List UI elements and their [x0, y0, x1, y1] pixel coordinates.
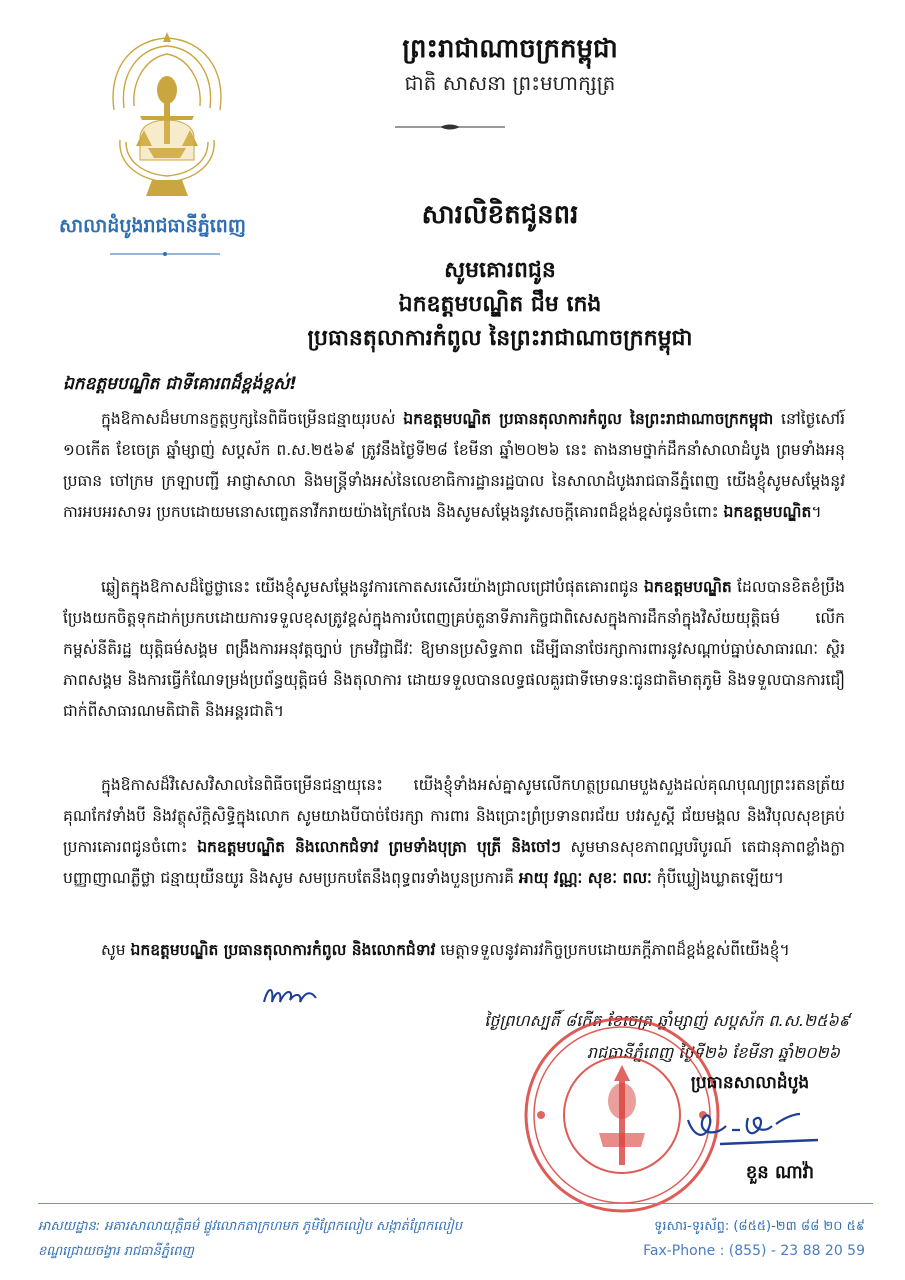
paragraph-text: ឆ្លៀតក្នុងឱកាសដ៏ថ្លៃថ្លានេះ យើងខ្ញុំសូមសម្តែងនូវការកោតសរសើរយ៉ាងជ្រាលជ្រៅបំផុតគោរពជូន [101, 578, 644, 596]
body-paragraph-4 [63, 935, 845, 966]
body-paragraph-2 [63, 572, 845, 727]
footer-divider [38, 1203, 873, 1204]
royal-emblem-icon [100, 30, 235, 205]
signature-icon [680, 1100, 820, 1155]
date-solar: រាជធានីភ្នំពេញ ថ្ងៃទី២៦ ខែមីនា ឆ្នាំ២០២៦ [586, 1043, 840, 1062]
paragraph-bold: ឯកឧត្តមបណ្ឌិត ប្រធានតុលាការកំពូល នៃព្រះរាជាណាចក្រកម្ពុជា [403, 410, 774, 428]
body-paragraph-1 [63, 404, 845, 528]
paragraph-text: សូម [101, 941, 131, 959]
fax-phone: Fax-Phone : (855) - 23 88 20 59 [643, 1243, 865, 1259]
paragraph-bold: អាយុ វណ្ណៈ សុខៈ ពលៈ [518, 869, 652, 887]
court-divider-icon [110, 250, 220, 258]
signer-name: ខួន ណាវ៉ា [745, 1162, 815, 1183]
footer-address [38, 1214, 558, 1264]
paragraph-text: ។ [811, 503, 822, 521]
address-line-1: អាសយដ្ឋាន: អគារសាលាយុត្តិធម៌ ផ្លូវលោកតាក្រហមក ភូមិព្រែកលៀប សង្កាត់ព្រែកលៀប [38, 1219, 462, 1234]
initials-icon [260, 980, 320, 1010]
signer-position: ប្រធានសាលាដំបូង [690, 1073, 810, 1093]
letter-title: សារលិខិតជូនពរ [421, 200, 579, 230]
footer-contact [610, 1214, 865, 1264]
paragraph-bold: ឯកឧត្តមបណ្ឌិត [643, 578, 732, 596]
address-line-2: ខណ្ឌជ្រោយចង្វារ រាជធានីភ្នំពេញ [38, 1244, 194, 1259]
paragraph-text: ក្នុងឱកាសដ៏វិសេសវិសាលនៃពិធីចម្រើនជន្មាយុនេះ យើងខ្ញុំទាំងអស់គ្នាសូមលើកហត្ថប្រណមបួងសួងដល់គុណបុណ្យព្រះរតនត្រ័យ គុណកែវទាំងបី និងវត្ថុស័ក្តិសិទ្ធិក្នុងលោក សូមយាងបីបាច់ថែរក្សា ការពារ និងប្រោះព្រំប្រទានពរជ័យ បវរសួស្តី ជ័យមង្គល និងវិបុលសុខគ្រប់ប្រការគោរពជូនចំពោះ [63, 776, 845, 856]
national-motto: ជាតិ សាសនា ព្រះមហាក្សត្រ [404, 71, 616, 95]
recipient-title: ប្រធានតុលាការកំពូល នៃព្រះរាជាណាចក្រកម្ពុជា [307, 326, 693, 351]
court-name: សាលាដំបូងរាជធានីភ្នំពេញ [59, 215, 246, 237]
recipient-name: ឯកឧត្តមបណ្ឌិត ជឹម កេង [398, 292, 602, 317]
paragraph-text: នៅថ្ងៃសៅរ៍ ១០កើត ខែចេត្រ ឆ្នាំម្សាញ់ សប្តស័ក ព.ស.២៥៦៩ ត្រូវនឹងថ្ងៃទី២៨ ខែមីនា ឆ្នាំ២០២៦ នេះ តាងនាមថ្នាក់ដឹកនាំសាលាដំបូង ព្រមទាំងអនុប្រធាន ចៅក្រម ក្រឡាបញ្ជី អាជ្ញាសាលា និងមន្ត្រីទាំងអស់នៃលេខាធិការដ្ឋានរដ្ឋបាល នៃសាលាដំបូងរាជធានីភ្នំពេញ យើងខ្ញុំសូមសម្តែងនូវការអបអរសាទរ ប្រកបដោយមនោសញ្ចេតនាវីករាយយ៉ាងក្រៃលែង និងសូមសម្តែងនូវសេចក្តីគោរពដ៏ខ្ពង់ខ្ពស់ជូនចំពោះ [63, 410, 845, 521]
paragraph-bold: ឯកឧត្តមបណ្ឌិត និងលោកជំទាវ ព្រមទាំងបុត្រា បុត្រី និងចៅៗ [197, 838, 561, 856]
date-lunar: ថ្ងៃព្រហស្បតិ៍ ៨កើត ខែចេត្រ ឆ្នាំម្សាញ់ សប្តស័ក ព.ស.២៥៦៩ [484, 1011, 850, 1030]
paragraph-text: កុំបីឃ្លៀងឃ្លាតឡើយ។ [651, 869, 784, 887]
paragraph-text: សូមមានសុខភាពល្អបរិបូរណ៍ តេជានុភាពខ្លាំងក្លា បញ្ញាញាណភ្លឺថ្លា ជន្មាយុយឺនយូរ និងសូម សមប្រកបតែនឹងពុទ្ធពរទាំងបួនប្រការគឺ [63, 838, 845, 887]
paragraph-bold: ឯកឧត្តមបណ្ឌិត ប្រធានតុលាការកំពូល និងលោកជំទាវ [130, 941, 436, 959]
salutation: ឯកឧត្តមបណ្ឌិត ជាទីគោរពដ៏ខ្ពង់ខ្ពស់! [63, 374, 298, 394]
paragraph-text: ដែលបានខិតខំប្រឹងប្រែងយកចិត្តទុកដាក់ប្រកបដោយការទទួលខុសត្រូវខ្ពស់ក្នុងការបំពេញគ្រប់តួនាទីភារកិច្ចជាពិសេសក្នុងការដឹកនាំក្នុងវិស័យយុត្តិធម៌ លើកកម្ពស់នីតិរដ្ឋ យុត្តិធម៌សង្គម ពង្រឹងការអនុវត្តច្បាប់ ក្រមវិជ្ជាជីវៈ ឱ្យមានប្រសិទ្ធភាព ដើម្បីធានាថែរក្សាការពារនូវសណ្តាប់ធ្នាប់សាធារណៈ ស្ថិរភាពសង្គម និងការធ្វើកំណែទម្រង់ប្រព័ន្ធយុត្តិធម៌ និងតុលាការ ដោយទទួលបានលទ្ធផលគួរជាទីមោទនៈជូនជាតិមាតុភូមិ និងទទួលបានការជឿជាក់ពីសាធារណមតិជាតិ និងអន្តរជាតិ។ [63, 578, 846, 720]
phone-khmer: ទូរសារ-ទូរស័ព្ទ: (៨៥៥)-២៣ ៨៨ ២០ ៥៩ [654, 1219, 865, 1234]
body-paragraph-3 [63, 770, 845, 894]
paragraph-text: ក្នុងឱកាសដ៏មហានក្ខត្តឫក្សនៃពិធីចម្រើនជន្មាយុរបស់ [101, 410, 404, 428]
respectfully-to: សូមគោរពជូន [444, 258, 556, 283]
ornament-divider-icon [395, 122, 505, 132]
paragraph-bold: ឯកឧត្តមបណ្ឌិត [723, 503, 812, 521]
paragraph-text: មេត្តាទទួលនូវគារវកិច្ចប្រកបដោយភក្តីភាពដ៏ខ្ពង់ខ្ពស់ពីយើងខ្ញុំ។ [435, 941, 790, 959]
kingdom-heading: ព្រះរាជាណាចក្រកម្ពុជា [402, 34, 618, 64]
